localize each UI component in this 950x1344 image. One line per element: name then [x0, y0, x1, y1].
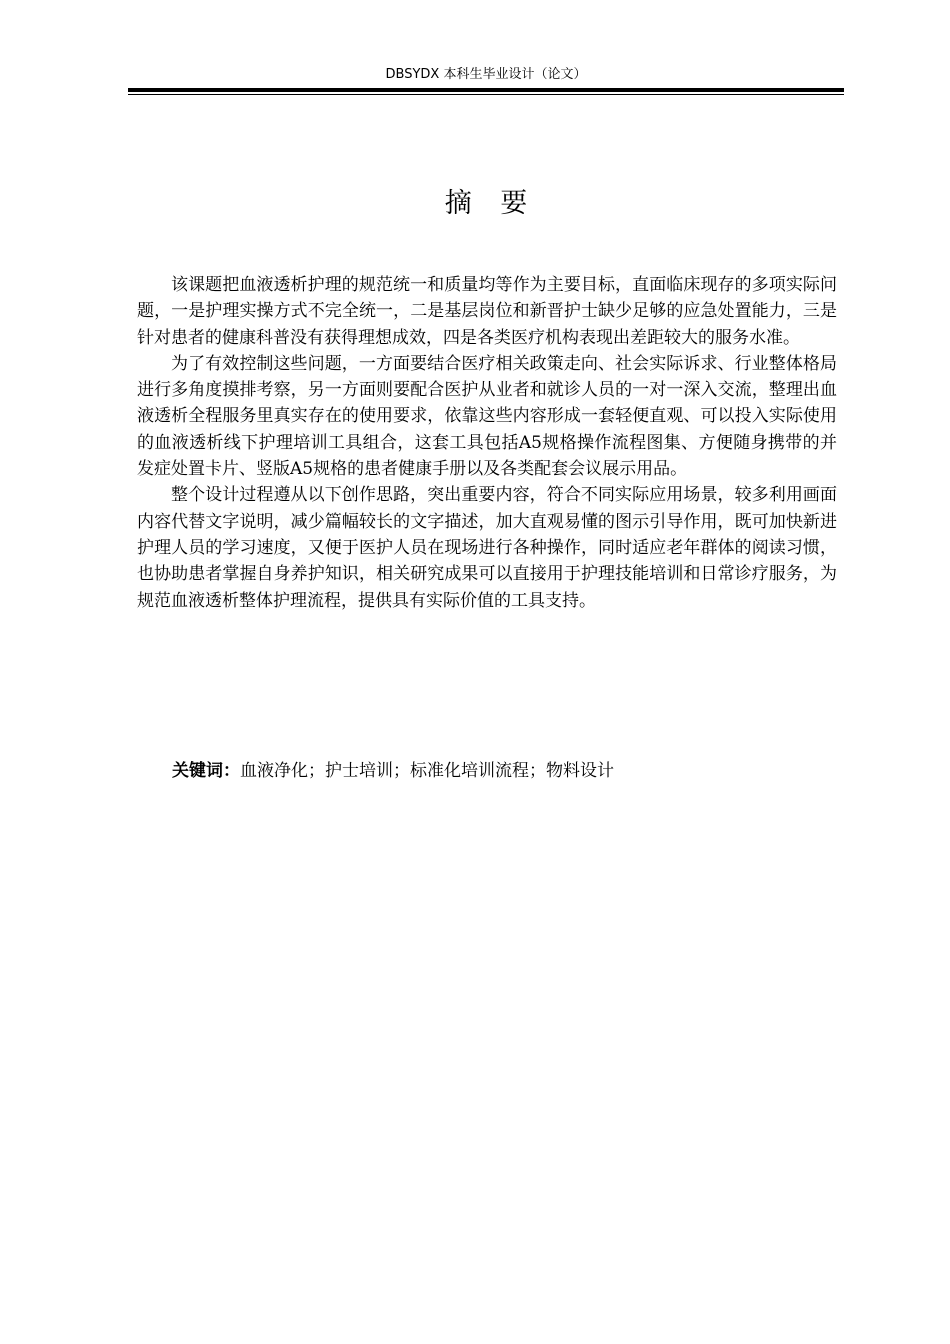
header-rule-thin — [128, 94, 844, 95]
keywords-text: 血液净化；护士培训；标准化培训流程；物料设计 — [240, 761, 614, 781]
header-rule-thick — [128, 88, 844, 92]
abstract-paragraph-3: 整个设计过程遵从以下创作思路，突出重要内容，符合不同实际应用场景，较多利用画面内容代替文字说明，减少篇幅较长的文字描述，加大直观易懂的图示引导作用，既可加快新进护理人员的学习速度，又便于医护人员在现场进行各种操作，同时适应老年群体的阅读习惯，也协助患者掌握自身养护知识，相关研究成果可以直接用于护理技能培训和日常诊疗服务，为规范血液透析整体护理流程，提供具有实际价值的工具支持。 — [137, 485, 837, 611]
abstract-paragraph-1: 该课题把血液透析护理的规范统一和质量均等作为主要目标，直面临床现存的多项实际问题，一是护理实操方式不完全统一，二是基层岗位和新晋护士缺少足够的应急处置能力，三是针对患者的健康科普没有获得理想成效，四是各类医疗机构表现出差距较大的服务水准。 — [137, 275, 837, 348]
running-header: DBSYDX 本科生毕业设计（论文） — [385, 67, 587, 82]
abstract-paragraph-2: 为了有效控制这些问题，一方面要结合医疗相关政策走向、社会实际诉求、行业整体格局进行多角度摸排考察，另一方面则要配合医护从业者和就诊人员的一对一深入交流，整理出血液透析全程服务里真实存在的使用要求，依靠这些内容形成一套轻便直观、可以投入实际使用的血液透析线下护理培训工具组合，这套工具包括A5规格操作流程图集、方便随身携带的并发症处置卡片、竖版A5规格的患者健康手册以及各类配套会议展示用品。 — [137, 353, 837, 480]
keywords-line — [172, 758, 832, 784]
page-title: 摘 要 — [444, 188, 538, 219]
keywords-label: 关键词： — [172, 761, 240, 781]
abstract-body — [137, 272, 837, 614]
